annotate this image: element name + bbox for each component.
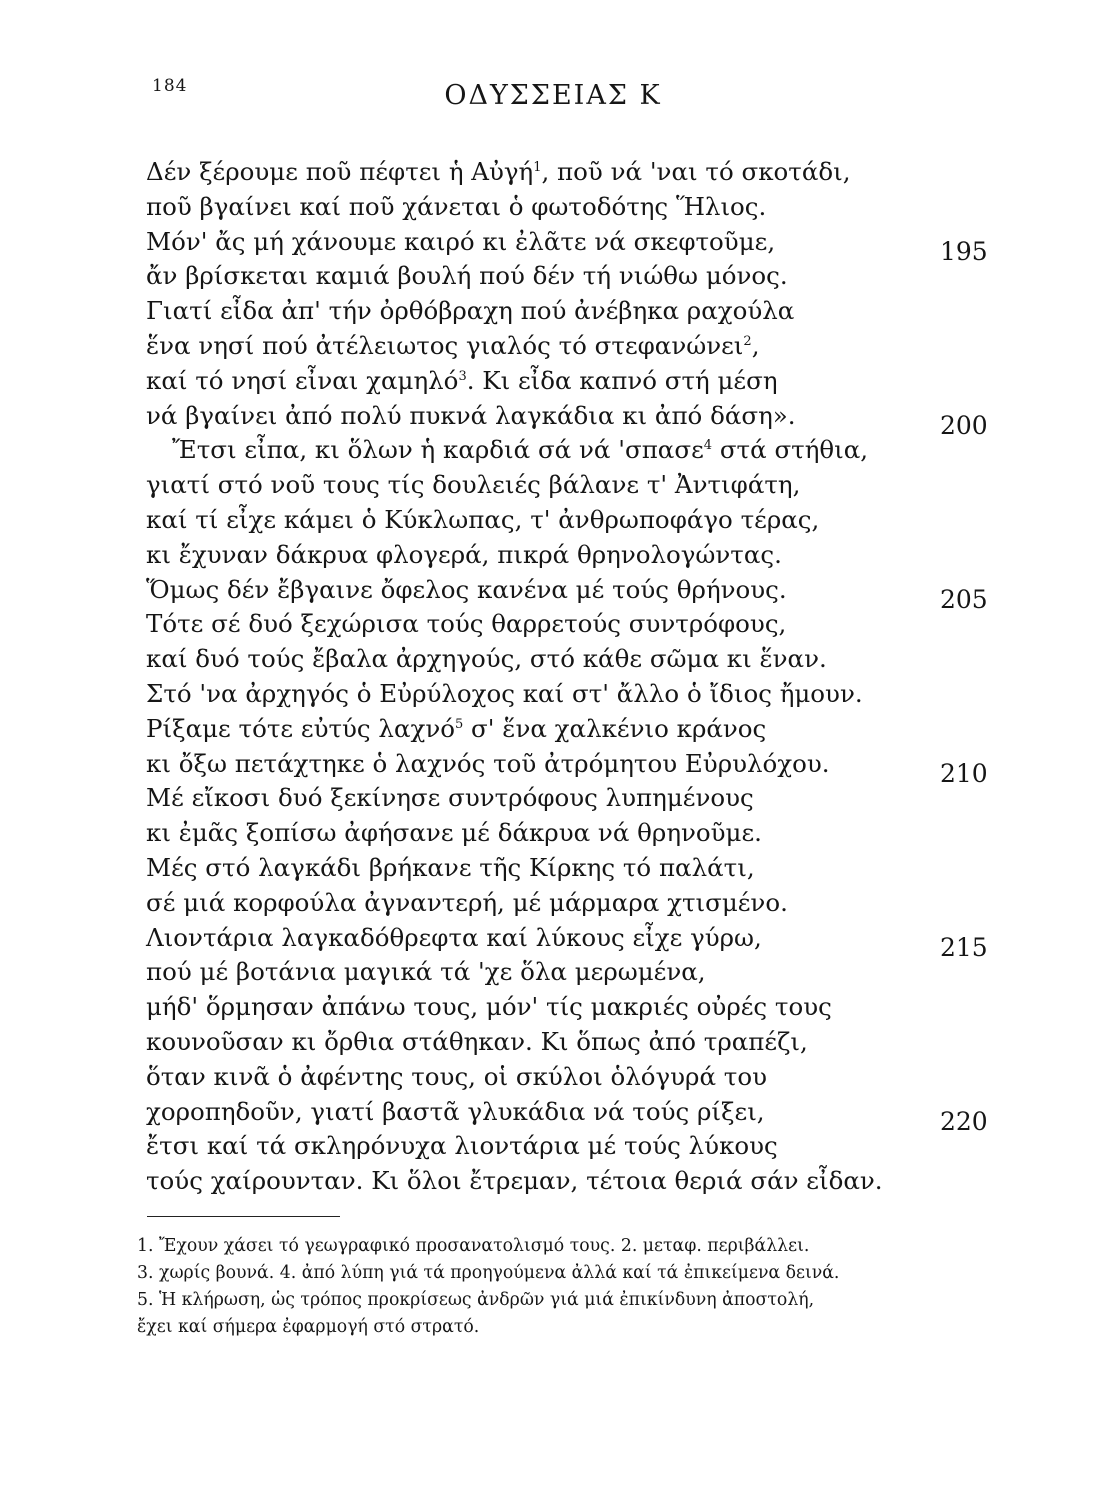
verse-text: [146, 781, 754, 816]
line-number: 210: [940, 758, 988, 788]
verse-text-main: χοροπηδοῦν, γιατί βαστᾶ γλυκάδια νά τούς ρίξει,: [146, 1096, 765, 1126]
verse-text-main: τούς χαίρουνταν. Κι ὅλοι ἔτρεμαν, τέτοια θεριά σάν εἶδαν.: [146, 1166, 883, 1196]
verse-text: [146, 225, 775, 260]
verse-text: [146, 1095, 765, 1130]
verse-text-main: ἕνα νησί πού ἀτέλειωτος γιαλός τό στεφανώνει: [146, 330, 744, 360]
footnote-divider: [147, 1216, 340, 1217]
verse-text: [146, 503, 819, 538]
verse-line: [146, 816, 1006, 851]
line-number: 200: [940, 410, 988, 440]
verse-text-main: κι ἐμᾶς ξοπίσω ἀφήσανε μέ δάκρυα νά θρηνοῦμε.: [146, 818, 762, 848]
line-number: 220: [940, 1106, 988, 1136]
verse-text-main: καί τό νησί εἶναι χαμηλό: [146, 365, 459, 395]
verse-text-rest: , ποῦ νά 'ναι τό σκοτάδι,: [541, 157, 851, 186]
verse-text-main: ὅταν κινᾶ ὁ ἀφέντης τους, οἱ σκύλοι ὁλόγυρά του: [146, 1061, 767, 1091]
verse-text: [146, 433, 868, 468]
verse-block: [146, 155, 1006, 1199]
verse-line: [146, 225, 1006, 266]
verse-text-rest: σ' ἕνα χαλκένιο κράνος: [463, 713, 767, 743]
verse-line: [146, 433, 1006, 468]
verse-line: [146, 851, 1006, 886]
footnote-marker: 1: [533, 160, 542, 175]
verse-text-main: μήδ' ὅρμησαν ἀπάνω τους, μόν' τίς μακριές οὐρές τους: [146, 992, 832, 1022]
verse-text: [146, 851, 755, 886]
verse-text-main: Δέν ξέρουμε ποῦ πέφτει ἡ Αὐγή: [146, 157, 534, 186]
verse-text-main: Στό 'να ἀρχηγός ὁ Εὐρύλοχος καί στ' ἄλλο ὁ ἴδιος ἤμουν.: [146, 678, 863, 708]
line-number: 205: [940, 584, 988, 614]
footnote-marker: 3: [458, 368, 467, 384]
verse-text-main: Μές στό λαγκάδι βρήκανε τῆς Κίρκης τό παλάτι,: [146, 852, 755, 882]
verse-text: [146, 921, 762, 956]
verse-line: [146, 155, 1006, 190]
verse-text: [146, 886, 788, 921]
verse-text: [146, 364, 778, 399]
verse-text-main: κουνοῦσαν κι ὄρθια στάθηκαν. Κι ὅπως ἀπό τραπέζι,: [146, 1026, 808, 1056]
verse-text: [146, 990, 832, 1025]
verse-text-main: ποῦ βγαίνει καί ποῦ χάνεται ὁ φωτοδότης Ἥλιος.: [146, 191, 767, 221]
verse-text-main: γιατί στό νοῦ τους τίς δουλειές βάλανε τ' Ἀντιφάτη,: [146, 470, 801, 500]
verse-text: [146, 538, 782, 573]
verse-text: [146, 607, 786, 642]
verse-line: [146, 329, 1006, 364]
verse-line: [146, 190, 1006, 225]
verse-text-main: ἔτσι καί τά σκληρόνυχα λιοντάρια μέ τούς λύκους: [146, 1131, 778, 1161]
verse-line: [146, 886, 1006, 921]
verse-line: [146, 747, 1006, 788]
verse-text: [146, 190, 766, 225]
verse-line: [146, 538, 1006, 573]
verse-text: [146, 155, 851, 190]
verse-line: [146, 294, 1006, 329]
verse-text: [146, 677, 863, 712]
verse-text-main: Μόν' ἄς μή χάνουμε καιρό κι ἐλᾶτε νά σκεφτοῦμε,: [146, 226, 776, 256]
line-number: 195: [940, 236, 988, 266]
verse-line: [146, 781, 1006, 816]
verse-line: [146, 677, 1006, 712]
verse-text-main: νά βγαίνει ἀπό πολύ πυκνά λαγκάδια κι ἀπό δάση».: [146, 400, 796, 430]
verse-text-main: Γιατί εἶδα ἀπ' τήν ὀρθόβραχη πού ἀνέβηκα ραχούλα: [146, 296, 795, 326]
verse-line: [146, 399, 1006, 440]
verse-line: [146, 1164, 1006, 1199]
footnote-line: 1. Ἔχουν χάσει τό γεωγραφικό προσανατολισμό τους. 2. μεταφ. περιβάλλει.: [137, 1236, 810, 1256]
verse-text: [146, 816, 762, 851]
verse-text-main: Λιοντάρια λαγκαδόθρεφτα καί λύκους εἶχε γύρω,: [146, 922, 762, 952]
footnote-marker: 4: [703, 438, 713, 454]
verse-text-main: κι ἔχυναν δάκρυα φλογερά, πικρά θρηνολογώντας.: [146, 539, 782, 569]
verse-line: [146, 955, 1006, 990]
verse-line: [146, 712, 1006, 747]
verse-line: [146, 921, 1006, 962]
verse-text-main: Μέ εἴκοσι δυό ξεκίνησε συντρόφους λυπημένους: [146, 783, 754, 813]
verse-text: [146, 573, 787, 608]
verse-line: [146, 1129, 1006, 1164]
verse-line: [146, 468, 1006, 503]
verse-text: [146, 1025, 808, 1060]
footnote-marker: 2: [743, 333, 752, 349]
footnote-line: 3. χωρίς βουνά. 4. ἀπό λύπη γιά τά προηγούμενα ἀλλά καί τά ἐπικείμενα δεινά.: [137, 1263, 840, 1283]
verse-text-main: πού μέ βοτάνια μαγικά τά 'χε ὅλα μερωμένα,: [146, 957, 706, 987]
line-number: 215: [940, 932, 988, 962]
verse-text-main: καί τί εἶχε κάμει ὁ Κύκλωπας, τ' ἀνθρωποφάγο τέρας,: [146, 504, 820, 534]
verse-text: [146, 468, 800, 503]
verse-line: [146, 607, 1006, 642]
verse-text-main: κι ὄξω πετάχτηκε ὁ λαχνός τοῦ ἀτρόμητου Εὐρυλόχου.: [146, 748, 830, 778]
verse-text-main: Ρίξαμε τότε εὐτύς λαχνό: [146, 713, 455, 743]
verse-line: [146, 1060, 1006, 1095]
verse-text: [146, 1164, 883, 1199]
verse-line: [146, 1025, 1006, 1060]
verse-text: [146, 399, 796, 434]
verse-text: [146, 1060, 767, 1095]
verse-line: [146, 364, 1006, 399]
verse-line: [146, 642, 1006, 677]
verse-text-main: ἄν βρίσκεται καμιά βουλή πού δέν τή νιώθω μόνος.: [146, 261, 788, 291]
page-number: 184: [152, 76, 188, 96]
verse-line: [146, 503, 1006, 538]
verse-line: [146, 990, 1006, 1025]
verse-text-rest: στά στήθια,: [712, 435, 869, 465]
verse-text: [146, 642, 827, 677]
verse-line: [146, 573, 1006, 614]
verse-text: [146, 294, 794, 329]
verse-text-rest: ,: [751, 330, 760, 360]
verse-text-main: Ὅμως δέν ἔβγαινε ὄφελος κανένα μέ τούς θρήνους.: [146, 574, 787, 604]
footnote-marker: 5: [454, 716, 464, 732]
footnote-line: ἔχει καί σήμερα ἐφαρμογή στό στρατό.: [137, 1317, 480, 1337]
verse-text: [146, 329, 760, 364]
footnotes-block: [137, 1233, 997, 1341]
verse-text: [146, 955, 706, 990]
verse-text-main: Τότε σέ δυό ξεχώρισα τούς θαρρετούς συντρόφους,: [146, 609, 787, 639]
running-head: ΟΔΥΣΣΕΙΑΣ Κ: [444, 80, 662, 111]
verse-text-main: καί δυό τούς ἔβαλα ἀρχηγούς, στό κάθε σῶμα κι ἕναν.: [146, 644, 827, 674]
footnote-line: 5. Ἡ κλήρωση, ὡς τρόπος προκρίσεως ἀνδρῶν γιά μιά ἐπικίνδυνη ἀποστολή,: [137, 1290, 815, 1310]
verse-text-rest: . Κι εἶδα καπνό στή μέση: [466, 365, 778, 395]
verse-text: [146, 259, 788, 294]
verse-text-main: Ἔτσι εἶπα, κι ὅλων ἡ καρδιά σά νά 'σπασε: [172, 435, 704, 465]
verse-text: [146, 1129, 778, 1164]
verse-text: [146, 747, 830, 782]
verse-text: [146, 712, 766, 747]
verse-text-main: σέ μιά κορφούλα ἀγναντερή, μέ μάρμαρα χτισμένο.: [146, 887, 788, 917]
verse-line: [146, 259, 1006, 294]
verse-line: [146, 1095, 1006, 1136]
